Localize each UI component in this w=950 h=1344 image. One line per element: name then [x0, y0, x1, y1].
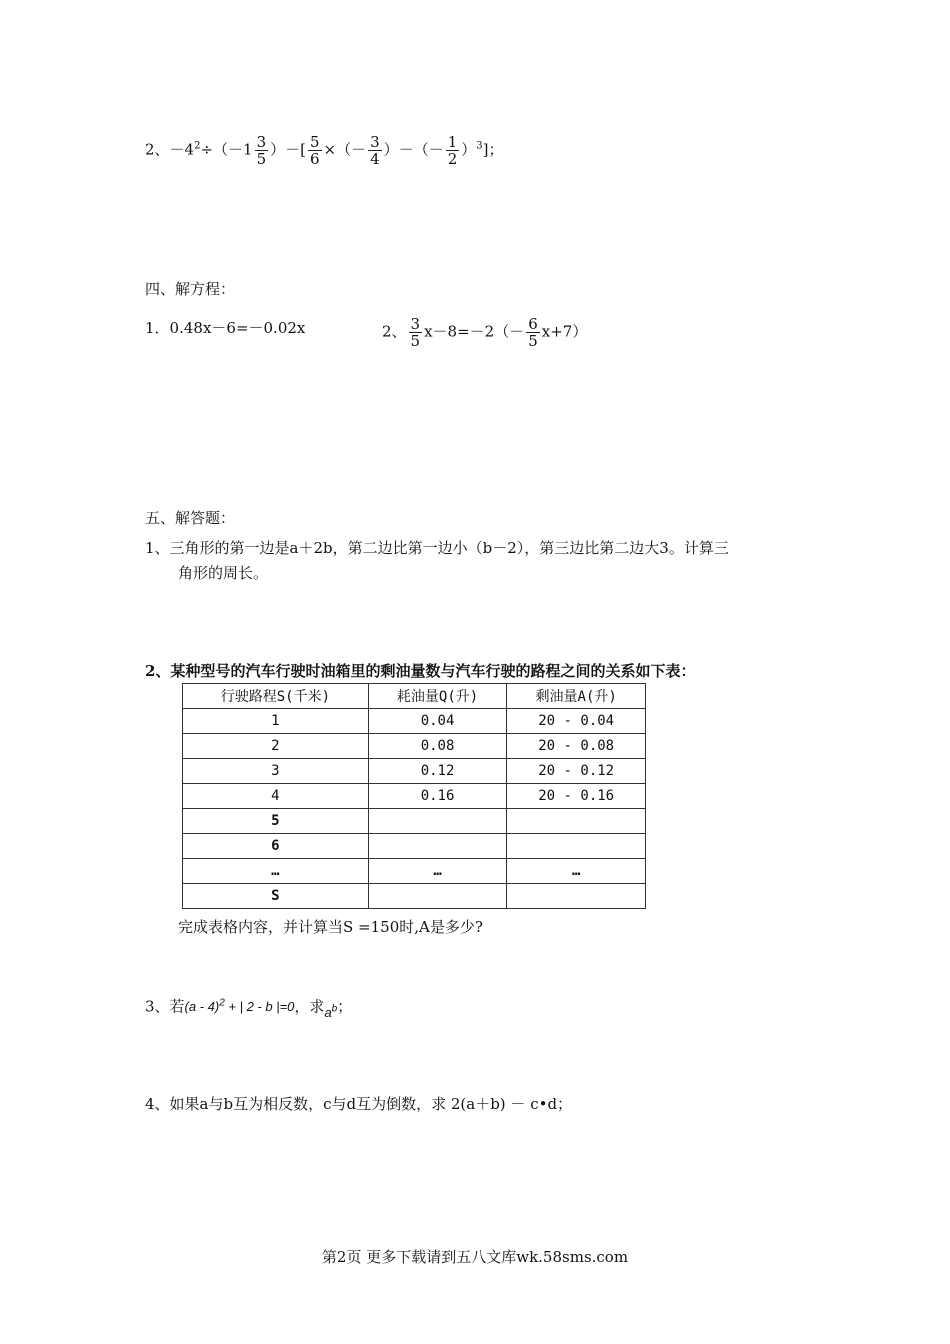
table-row	[183, 859, 646, 884]
calc-question-2	[145, 134, 503, 167]
table-cell: 20 - 0.12	[507, 759, 646, 784]
table-cell	[368, 809, 507, 834]
q2-end: ]；	[482, 140, 504, 159]
table-cell: 0.16	[368, 784, 507, 809]
q3-power	[324, 1005, 337, 1020]
table-cell: 20 - 0.08	[507, 734, 646, 759]
table-row	[183, 734, 646, 759]
q2-fraction-1	[308, 134, 322, 167]
page-footer: 第2页 更多下载请到五八文库wk.58sms.com	[321, 1248, 629, 1266]
header-consumption: 耗油量Q(升)	[368, 684, 507, 709]
q3-expr: (a - 4)	[184, 999, 220, 1015]
table-row	[183, 784, 646, 809]
table-header-row	[183, 684, 646, 709]
q2-prefix: 2、－4	[145, 140, 195, 159]
table-cell: 20 - 0.04	[507, 709, 646, 734]
table-row	[183, 834, 646, 859]
answer-question-1-line-1: 1、三角形的第一边是a＋2b，第二边比第一边小（b－2），第三边比第二边大3。计算三	[145, 539, 729, 557]
q2-f2-num: 3	[370, 133, 380, 151]
table-cell: 0.04	[368, 709, 507, 734]
answer-question-3	[145, 994, 353, 1021]
answer-question-4: 4、如果a与b互为相反数，c与d互为倒数，求 2(a＋b) － c•d；	[145, 1095, 573, 1113]
q3-expression	[185, 999, 295, 1014]
eq2-fraction-1	[409, 316, 423, 349]
section-5-title: 五、解答题：	[145, 509, 236, 527]
eq2-f1-den: 5	[410, 332, 421, 350]
table-row	[183, 809, 646, 834]
oil-table	[182, 683, 646, 909]
q2-div-part: ÷（－1	[200, 140, 253, 159]
table-cell: 2	[183, 734, 369, 759]
eq2-mid: x－8=－2（－	[424, 322, 525, 341]
q2-times: ×（－	[323, 140, 367, 159]
q3-exp: 2	[219, 998, 225, 1009]
q2-mid: ）－（－	[383, 140, 444, 159]
q2-mixed-num: 3	[256, 133, 267, 151]
table-cell: 3	[183, 759, 369, 784]
q3-prefix: 3、若	[145, 997, 185, 1016]
table-row	[183, 884, 646, 909]
table-cell: 20 - 0.16	[507, 784, 646, 809]
answer-question-2-title: 2、某种型号的汽车行驶时油箱里的剩油量数与汽车行驶的路程之间的关系如下表：	[145, 662, 696, 680]
q3-end: ；	[337, 997, 353, 1016]
q3-power-exp: b	[331, 1004, 338, 1015]
table-cell: 0.12	[368, 759, 507, 784]
q2-f3-num: 1	[447, 133, 458, 151]
table-cell	[507, 884, 646, 909]
header-remaining: 剩油量A(升)	[507, 684, 646, 709]
equation-2	[382, 316, 587, 349]
section-4-title: 四、解方程：	[145, 280, 236, 298]
q2-f2-den: 4	[370, 150, 380, 168]
eq2-f2-den: 5	[528, 332, 538, 350]
table-cell	[368, 834, 507, 859]
header-distance: 行驶路程S(千米)	[183, 684, 369, 709]
q2-fraction-2	[368, 134, 382, 167]
table-cell: 5	[183, 809, 369, 834]
q2-mixed-fraction	[255, 134, 269, 167]
q3-expr2: + | 2 - b |=0	[224, 999, 295, 1015]
table-cell: …	[368, 859, 507, 884]
q2-exp3: 3	[476, 140, 483, 152]
table-cell	[507, 809, 646, 834]
table-cell: S	[183, 884, 369, 909]
q3-mid: ，求	[294, 997, 325, 1016]
table-row	[183, 709, 646, 734]
eq2-end: x+7）	[541, 322, 588, 341]
eq2-fraction-2	[526, 316, 540, 349]
eq2-f2-num: 6	[528, 315, 538, 333]
q2-mixed-den: 5	[256, 150, 267, 168]
table-cell: 6	[183, 834, 369, 859]
table-cell: …	[507, 859, 646, 884]
table-cell: …	[183, 859, 369, 884]
table-cell	[368, 884, 507, 909]
q3-base: a	[324, 1005, 332, 1021]
q2-f1-num: 5	[310, 133, 320, 151]
eq2-prefix: 2、	[382, 322, 407, 341]
q2-fraction-3	[446, 134, 460, 167]
table-cell: 4	[183, 784, 369, 809]
q2-f1-den: 6	[310, 150, 320, 168]
answer-question-1-line-2: 角形的周长。	[178, 564, 269, 582]
eq2-f1-num: 3	[410, 315, 421, 333]
table-row	[183, 759, 646, 784]
q2-exp2: 2	[194, 140, 201, 152]
table-cell: 0.08	[368, 734, 507, 759]
table-note: 完成表格内容，并计算当S =150时,A是多少?	[178, 918, 483, 936]
table-cell: 1	[183, 709, 369, 734]
q2-f3-den: 2	[447, 150, 458, 168]
table-cell	[507, 834, 646, 859]
q2-close1: ）－[	[270, 140, 306, 159]
equation-1: 1．0.48x－6=－0.02x	[145, 319, 306, 337]
q2-close2: ）	[461, 140, 477, 159]
